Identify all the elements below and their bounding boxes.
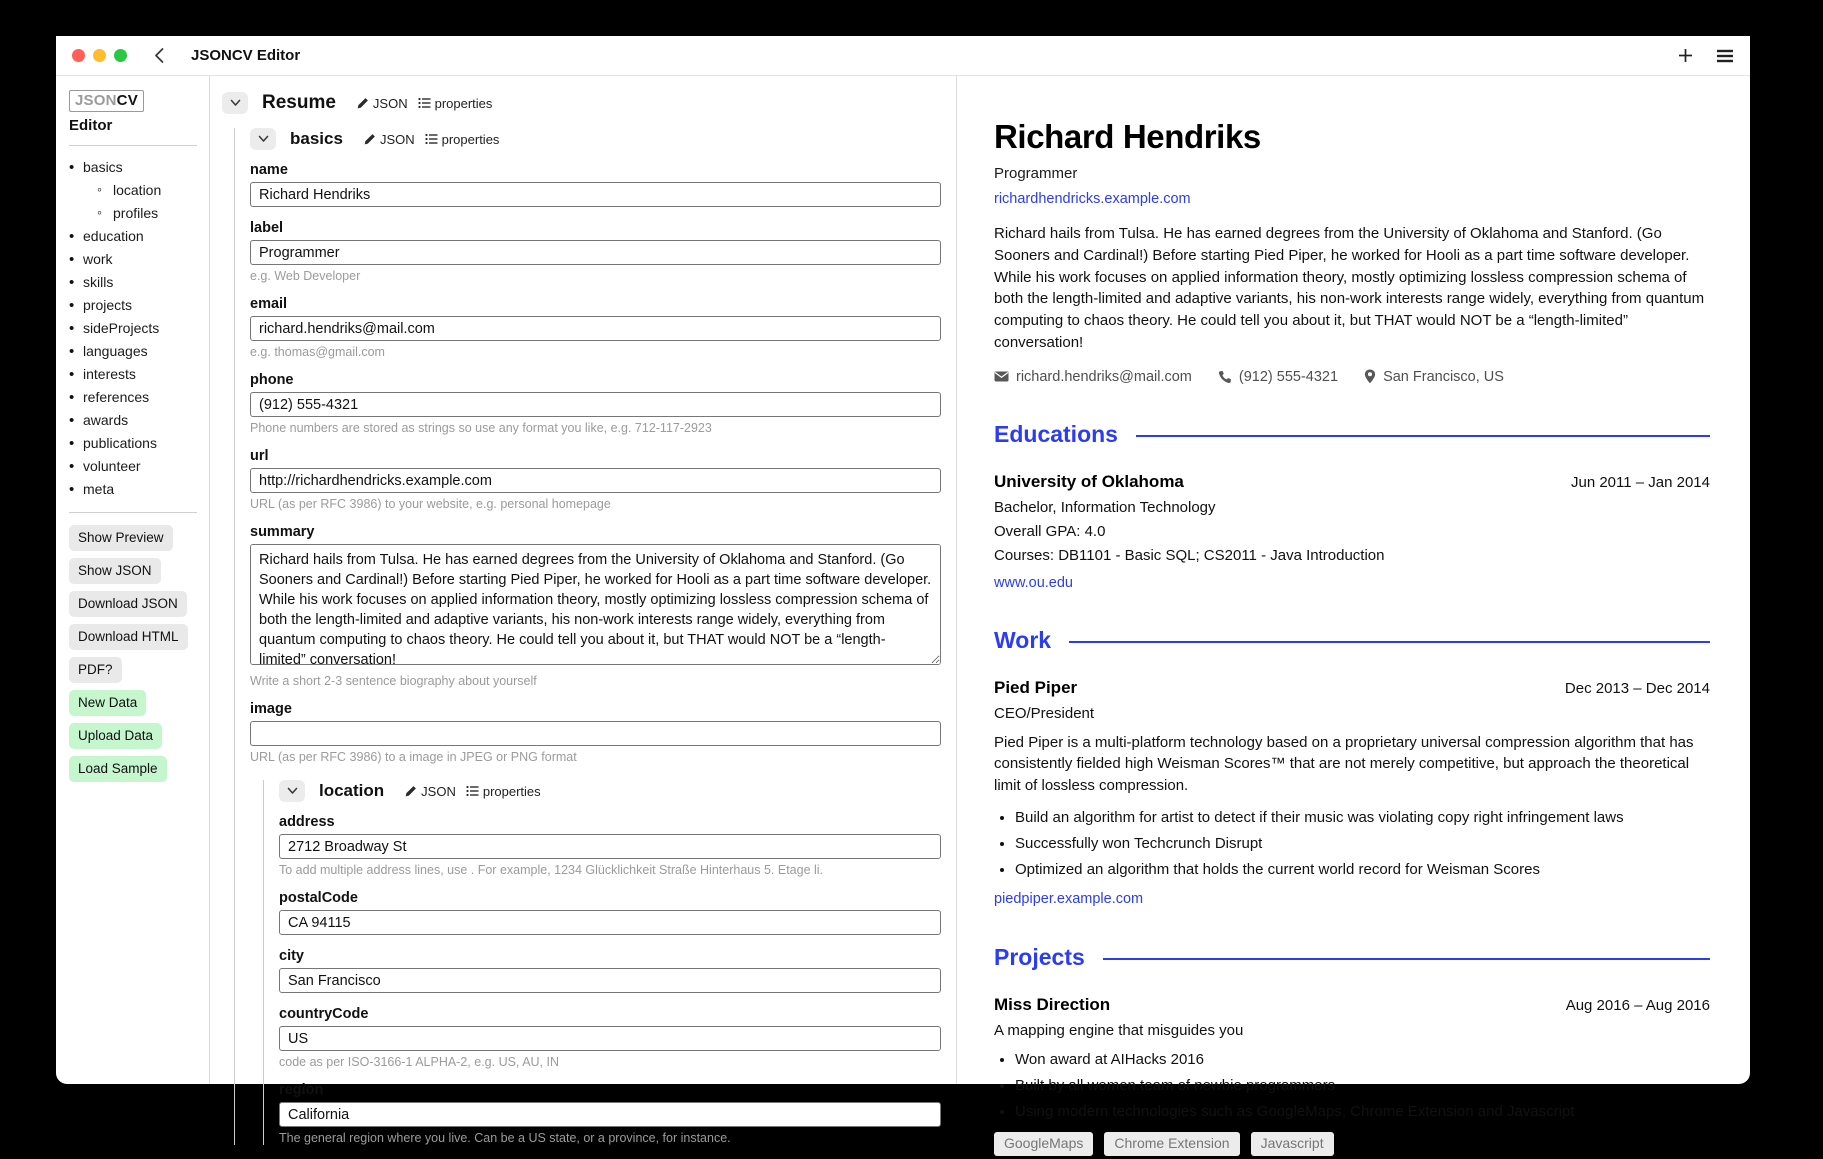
education-link[interactable]: www.ou.edu: [994, 574, 1073, 591]
list-icon: [466, 785, 479, 797]
location-node-header: [279, 780, 941, 802]
city-field-label: city: [279, 948, 304, 964]
location-pin-icon-item: San Francisco, US: [1364, 369, 1504, 385]
section-projects: [994, 944, 1710, 1156]
field-city: [279, 948, 941, 993]
preview-label: Programmer: [994, 165, 1078, 182]
work-link[interactable]: piedpiper.example.com: [994, 890, 1144, 907]
region-input[interactable]: [279, 1102, 941, 1127]
phone-input[interactable]: [250, 392, 941, 417]
basics-node-header: [250, 128, 941, 150]
project-entry: [994, 995, 1710, 1156]
location-fields: [279, 814, 941, 1145]
field-image: [250, 701, 941, 764]
sidebar-divider: [69, 145, 197, 146]
phone-icon: [1218, 370, 1232, 384]
sidebar-item-volunteer[interactable]: • volunteer: [69, 455, 197, 478]
phone-field-label: phone: [250, 372, 294, 388]
section-rule: [1069, 641, 1710, 643]
sidebar-item-languages[interactable]: • languages: [69, 340, 197, 363]
field-url: [250, 448, 941, 511]
chevron-down-icon: [230, 99, 241, 107]
tag-chip: GoogleMaps: [994, 1132, 1093, 1156]
project-tags: [994, 1132, 1710, 1156]
sidebar-item-publications[interactable]: • publications: [69, 432, 197, 455]
sidebar-item-education[interactable]: • education: [69, 225, 197, 248]
sidebar-item-interests[interactable]: • interests: [69, 363, 197, 386]
education-degree: Bachelor, Information Technology: [994, 498, 1216, 516]
download-html-button[interactable]: Download HTML: [69, 624, 188, 650]
image-field-help: URL (as per RFC 3986) to a image in JPEG or PNG format: [250, 750, 577, 764]
download-json-button[interactable]: Download JSON: [69, 591, 187, 617]
section-rule: [1136, 435, 1710, 437]
work-company: Pied Piper: [994, 677, 1078, 697]
sidebar-item-skills[interactable]: • skills: [69, 271, 197, 294]
sidebar-item-profiles[interactable]: ◦ profiles: [97, 202, 197, 225]
preview-website-link[interactable]: richardhendricks.example.com: [994, 191, 1191, 207]
basics-properties-link[interactable]: properties: [425, 132, 500, 147]
pdf-button[interactable]: PDF?: [69, 657, 122, 683]
plus-icon: [1677, 47, 1694, 64]
project-highlight: • Won award at AIHacks 2016: [1015, 1051, 1710, 1068]
load-sample-button[interactable]: Load Sample: [69, 756, 167, 782]
envelope-icon: [994, 371, 1009, 382]
sidebar-item-references[interactable]: • references: [69, 386, 197, 409]
project-description: A mapping engine that misguides you: [994, 1021, 1244, 1039]
sidebar-item-location[interactable]: ◦ location: [97, 179, 197, 202]
location-json-link[interactable]: JSON: [404, 784, 456, 799]
basics-fields: [250, 162, 941, 764]
logo-part-cv: CV: [116, 92, 138, 109]
education-courses: Courses: DB1101 - Basic SQL; CS2011 - Java Introduction: [994, 546, 1385, 564]
zoom-window-button[interactable]: [114, 49, 127, 62]
countrycode-input[interactable]: [279, 1026, 941, 1051]
email-field-label: email: [250, 296, 288, 312]
tag-chip: Javascript: [1251, 1132, 1334, 1156]
url-field-help: URL (as per RFC 3986) to your website, e.g. personal homepage: [250, 497, 611, 511]
work-highlights: [994, 809, 1710, 878]
url-field-label: url: [250, 448, 269, 464]
address-field-help: To add multiple address lines, use . For example, 1234 Glücklichkeit Straße Hinterhaus 5. Etage li.: [279, 863, 824, 877]
show-preview-button[interactable]: Show Preview: [69, 525, 173, 551]
postalcode-field-label: postalCode: [279, 890, 358, 906]
email-field-help: e.g. thomas@gmail.com: [250, 345, 385, 359]
summary-field-help: Write a short 2-3 sentence biography about yourself: [250, 674, 537, 688]
field-countrycode: [279, 1006, 941, 1069]
app-window: [56, 36, 1750, 1151]
hamburger-icon: [1716, 49, 1734, 63]
list-icon: [418, 97, 431, 109]
field-summary: [250, 524, 941, 688]
window-title: JSONCV Editor: [191, 47, 301, 64]
sidebar-item-meta[interactable]: • meta: [69, 478, 197, 501]
region-field-label: region: [279, 1082, 324, 1098]
section-rule: [1103, 958, 1710, 960]
back-button[interactable]: [153, 47, 165, 64]
collapse-basics-button[interactable]: [250, 128, 276, 150]
sidebar-item-basics[interactable]: • basics ◦ location ◦ profiles: [69, 156, 197, 225]
project-name: Miss Direction: [994, 994, 1111, 1014]
preview-name: Richard Hendriks: [994, 118, 1261, 155]
sidebar-item-work[interactable]: • work: [69, 248, 197, 271]
image-field-label: image: [250, 701, 292, 717]
sidebar-actions: [69, 525, 197, 782]
field-postalcode: [279, 890, 941, 935]
upload-data-button[interactable]: Upload Data: [69, 723, 162, 749]
section-educations: [994, 421, 1710, 591]
menu-button[interactable]: [1716, 49, 1734, 63]
region-field-help: The general region where you live. Can be a US state, or a province, for instance.: [279, 1131, 731, 1145]
logo-subtitle: Editor: [69, 117, 113, 134]
education-date: Jun 2011 – Jan 2014: [1570, 473, 1710, 491]
pencil-icon: [404, 785, 417, 798]
name-field-label: name: [250, 162, 288, 178]
field-label: [250, 220, 941, 283]
location-node-title: location: [319, 781, 385, 800]
new-data-button[interactable]: New Data: [69, 690, 146, 716]
work-entry: [994, 678, 1710, 908]
resume-node-title: Resume: [262, 92, 336, 113]
resume-json-link[interactable]: JSON: [356, 96, 408, 111]
chevron-left-icon: [153, 47, 165, 64]
contact-phone: (912) 555-4321: [1218, 369, 1338, 385]
countrycode-field-label: countryCode: [279, 1006, 369, 1022]
sidebar-divider: [69, 512, 197, 513]
chevron-down-icon: [287, 787, 298, 795]
educations-section-title: Educations: [994, 420, 1118, 447]
address-input[interactable]: [279, 834, 941, 859]
sidebar-item-awards[interactable]: • awards: [69, 409, 197, 432]
traffic-lights: [72, 49, 127, 62]
summary-textarea[interactable]: [250, 544, 941, 665]
resume-children: [234, 128, 941, 1145]
close-window-button[interactable]: [72, 49, 85, 62]
project-highlight: • Using modern technologies such as GoogleMaps, Chrome Extension and Javascript: [1015, 1103, 1710, 1120]
basics-json-link[interactable]: JSON: [363, 132, 415, 147]
tag-chip: Chrome Extension: [1104, 1132, 1239, 1156]
address-field-label: address: [279, 814, 335, 830]
pencil-icon: [356, 97, 369, 110]
location-properties-link[interactable]: properties: [466, 784, 541, 799]
image-input[interactable]: [250, 721, 941, 746]
education-institution: University of Oklahoma: [994, 471, 1184, 491]
phone-field-help: Phone numbers are stored as strings so use any format you like, e.g. 712-117-2923: [250, 421, 712, 435]
section-work: [994, 627, 1710, 908]
editor-panel: [210, 76, 957, 1145]
sidebar: [56, 76, 210, 1084]
project-date: Aug 2016 – Aug 2016: [1565, 996, 1710, 1014]
jsoncv-logo: [69, 90, 144, 112]
field-address: [279, 814, 941, 877]
new-tab-button[interactable]: [1677, 47, 1694, 64]
work-summary: Pied Piper is a multi-platform technology based on a proprietary universal compression algorithm that has consistently fielded high Weisman Scores™ that are not merely competitive, but approach the theoretical limit of lossless compression.: [994, 733, 1694, 794]
collapse-location-button[interactable]: [279, 780, 305, 802]
work-highlight: • Build an algorithm for artist to detect if their music was violating copy right infringement laws: [1015, 809, 1710, 826]
work-highlight: • Optimized an algorithm that holds the current world record for Weisman Scores: [1015, 861, 1710, 878]
label-input[interactable]: [250, 240, 941, 265]
show-json-button[interactable]: Show JSON: [69, 558, 161, 584]
sidebar-nav: [69, 156, 197, 501]
project-highlights: [994, 1051, 1710, 1120]
preview-summary: Richard hails from Tulsa. He has earned degrees from the University of Oklahoma and Stanford. (Go Sooners and Cardinal!) Before starting Pied Piper, he worked for Hooli as a part time software developer. While his work focuses on applied information theory, mostly optimizing lossless compression schema of both the length-limited and adaptive variants, his non-work interests range widely, everything from quantum computing to chaos theory. He could tell you about it, but THAT would NOT be a “length-limited” conversation!: [994, 225, 1705, 351]
sidebar-item-sideprojects[interactable]: • sideProjects: [69, 317, 197, 340]
education-gpa: Overall GPA: 4.0: [994, 522, 1106, 540]
postalcode-input[interactable]: [279, 910, 941, 935]
collapse-resume-button[interactable]: [222, 92, 248, 114]
work-highlight: • Successfully won Techcrunch Disrupt: [1015, 835, 1710, 852]
pencil-icon: [363, 133, 376, 146]
resume-node-header: [222, 92, 941, 114]
preview-panel: [957, 76, 1750, 1151]
minimize-window-button[interactable]: [93, 49, 106, 62]
project-highlight: • Built by all women team of newbie programmers: [1015, 1077, 1710, 1094]
name-input[interactable]: [250, 182, 941, 207]
preview-contact-row: [994, 369, 1710, 385]
work-section-title: Work: [994, 626, 1052, 653]
logo-part-json: JSON: [75, 92, 117, 109]
list-icon: [425, 133, 438, 145]
url-input[interactable]: [250, 468, 941, 493]
resume-properties-link[interactable]: properties: [418, 96, 493, 111]
label-field-label: label: [250, 220, 284, 236]
summary-field-label: summary: [250, 524, 315, 540]
education-entry: [994, 472, 1710, 591]
projects-section-title: Projects: [994, 943, 1085, 970]
chevron-down-icon: [258, 135, 269, 143]
city-input[interactable]: [279, 968, 941, 993]
work-date: Dec 2013 – Dec 2014: [1564, 679, 1710, 697]
email-input[interactable]: [250, 316, 941, 341]
field-email: [250, 296, 941, 359]
field-region: [279, 1082, 941, 1145]
work-position: CEO/President: [994, 704, 1095, 722]
location-subtree: [263, 780, 941, 1145]
field-phone: [250, 372, 941, 435]
field-name: [250, 162, 941, 207]
titlebar: [56, 36, 1750, 76]
label-field-help: e.g. Web Developer: [250, 269, 361, 283]
contact-email: richard.hendriks@mail.com: [994, 369, 1192, 385]
sidebar-item-projects[interactable]: • projects: [69, 294, 197, 317]
basics-node-title: basics: [290, 129, 343, 148]
map-pin-icon: [1364, 369, 1376, 384]
countrycode-field-help: code as per ISO-3166-1 ALPHA-2, e.g. US, AU, IN: [279, 1055, 559, 1069]
